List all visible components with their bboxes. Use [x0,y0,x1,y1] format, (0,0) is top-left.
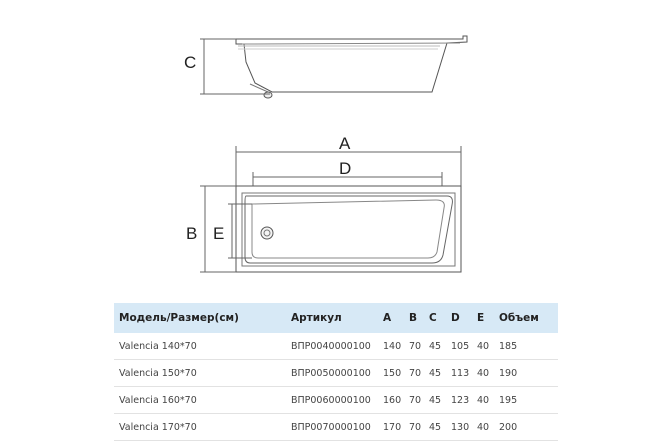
table-row [114,414,558,441]
cell-volume: 200 [499,421,518,433]
cell-model: Valencia 150*70 [119,367,197,379]
dim-label-d: D [339,159,352,178]
table-row [114,333,558,360]
cell-e: 40 [477,394,490,406]
cell-c: 45 [429,421,442,433]
header-model: Модель/Размер(см) [119,312,239,324]
cell-e: 40 [477,367,490,379]
cell-a: 160 [383,394,402,406]
bathtub-side-view [236,36,467,98]
cell-c: 45 [429,340,442,352]
cell-b: 70 [409,340,422,352]
cell-b: 70 [409,394,422,406]
cell-e: 40 [477,340,490,352]
cell-article: ВПР0070000100 [291,421,371,433]
header-d: D [451,312,460,324]
dim-label-a: A [339,134,351,153]
specification-table [114,303,558,441]
header-a: A [383,312,392,324]
dim-label-b: B [186,224,198,243]
cell-a: 170 [383,421,402,433]
cell-article: ВПР0050000100 [291,367,371,379]
header-article: Артикул [291,312,342,324]
cell-c: 45 [429,367,442,379]
dim-label-e: E [213,224,225,243]
cell-volume: 190 [499,367,518,379]
cell-a: 140 [383,340,402,352]
cell-a: 150 [383,367,402,379]
cell-volume: 195 [499,394,518,406]
header-e: E [477,312,485,324]
header-c: C [429,312,437,324]
table-row [114,387,558,414]
cell-e: 40 [477,421,490,433]
cell-b: 70 [409,367,422,379]
cell-model: Valencia 160*70 [119,394,197,406]
cell-model: Valencia 170*70 [119,421,197,433]
cell-article: ВПР0040000100 [291,340,371,352]
cell-model: Valencia 140*70 [119,340,197,352]
table-row [114,360,558,387]
cell-d: 123 [451,394,470,406]
bathtub-top-view [236,186,461,272]
cell-d: 113 [451,367,470,379]
header-volume: Объем [499,312,539,324]
cell-volume: 185 [499,340,518,352]
cell-b: 70 [409,421,422,433]
cell-d: 130 [451,421,470,433]
cell-article: ВПР0060000100 [291,394,371,406]
cell-c: 45 [429,394,442,406]
dim-label-c: C [184,53,197,72]
cell-d: 105 [451,340,470,352]
header-b: B [409,312,418,324]
table-header-row [114,303,558,333]
